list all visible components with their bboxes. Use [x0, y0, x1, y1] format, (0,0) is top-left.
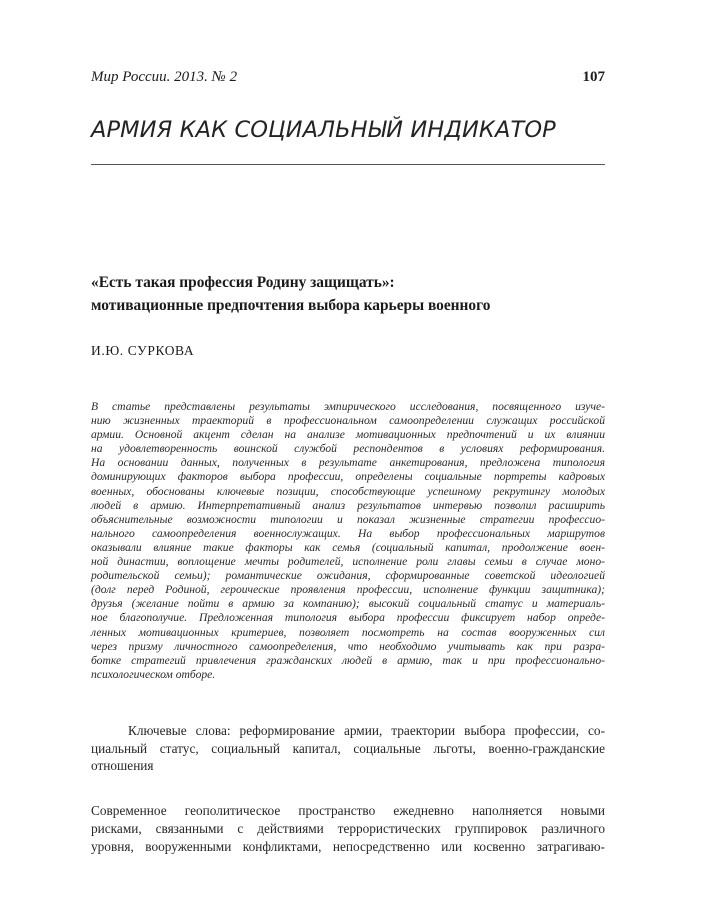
running-header — [91, 69, 605, 89]
abstract-line: людей в армию. Интерпретативный анализ результатов интервью позволил расширить — [91, 498, 605, 512]
body-line: рисками, связанными с действиями террористических группировок различного — [91, 820, 605, 836]
journal-title: Мир России. 2013. № 2 — [91, 69, 238, 85]
abstract-line: доминирующих факторов выбора профессии, определены социальные портреты кадровых — [91, 470, 605, 484]
body-paragraph — [91, 802, 605, 855]
keywords-line: Ключевые слова: реформирование армии, траектории выбора профессии, со- — [128, 723, 605, 738]
abstract-line: ное благополучие. Предложенная типология выбора профессии фиксирует набор опреде- — [91, 611, 605, 625]
keywords-line: отношения — [91, 758, 154, 773]
abstract-line: психологическом отборе. — [91, 667, 216, 681]
section-title: АРМИЯ КАК СОЦИАЛЬНЫЙ ИНДИКАТОР — [91, 117, 556, 143]
abstract-line: армии. Основной акцент сделан на анализе мотивационных предпочтений и их влиянии — [91, 428, 605, 442]
abstract-line: военных, обоснованы ключевые позиции, способствующие успешному рекрутингу молодых — [91, 484, 605, 498]
abstract-line: на удовлетворенность воинской службой респондентов в условиях реформирования. — [91, 442, 605, 456]
author-name: И.Ю. СУРКОВА — [91, 343, 195, 358]
abstract-line: оказывали влияние такие факторы как семья (социальный капитал, продолжение воен- — [91, 540, 605, 554]
article-title — [91, 271, 605, 317]
abstract-line: ленных мотивационных критериев, позволяет посмотреть на состав вооруженных сил — [91, 625, 605, 639]
keywords — [91, 722, 605, 775]
section-divider — [91, 164, 605, 165]
abstract-line: родительской семьи); романтические ожидания, сформированные советской идеологией — [91, 569, 605, 583]
article-title-line: «Есть такая профессия Родину защищать»: — [91, 274, 395, 291]
keywords-line: циальный статус, социальный капитал, социальные льготы, военно-гражданские — [91, 740, 605, 756]
body-line: уровня, вооруженными конфликтами, непосредственно или косвенно затрагиваю- — [91, 838, 605, 854]
abstract-line: нального самоопределения военнослужащих. На выбор профессиональных маршрутов — [91, 526, 605, 540]
abstract-line: ботке стратегий привлечения гражданских людей в армию, так и при профессионально- — [91, 653, 605, 667]
abstract-line: друзья (желание пойти в армию за компанию); высокий социальный статус и материаль- — [91, 597, 605, 611]
abstract-line: (долг перед Родиной, героические проявления профессии, исполнение функции защитника); — [91, 583, 605, 597]
body-line: Современное геополитическое пространство ежедневно наполняется новыми — [91, 803, 605, 818]
abstract-line: объяснительные возможности типологии и показал жизненные стратегии профессио- — [91, 512, 605, 526]
page-number: 107 — [582, 69, 605, 85]
abstract-line: На основании данных, полученных в результате анкетирования, предложена типология — [91, 456, 605, 470]
abstract-line: В статье представлены результаты эмпирического исследования, посвященного изуче- — [91, 400, 605, 413]
article-title-line: мотивационные предпочтения выбора карьеры военного — [91, 297, 491, 314]
abstract-line: через призму личностного самоопределения, что необходимо учитывать как при разра- — [91, 639, 605, 653]
abstract-line: ной династии, воплощение мечты родителей, исполнение роли главы семьи в случае моно- — [91, 555, 605, 569]
abstract — [91, 400, 605, 682]
abstract-line: нию жизненных траекторий в профессиональном самоопределении служащих российской — [91, 414, 605, 428]
